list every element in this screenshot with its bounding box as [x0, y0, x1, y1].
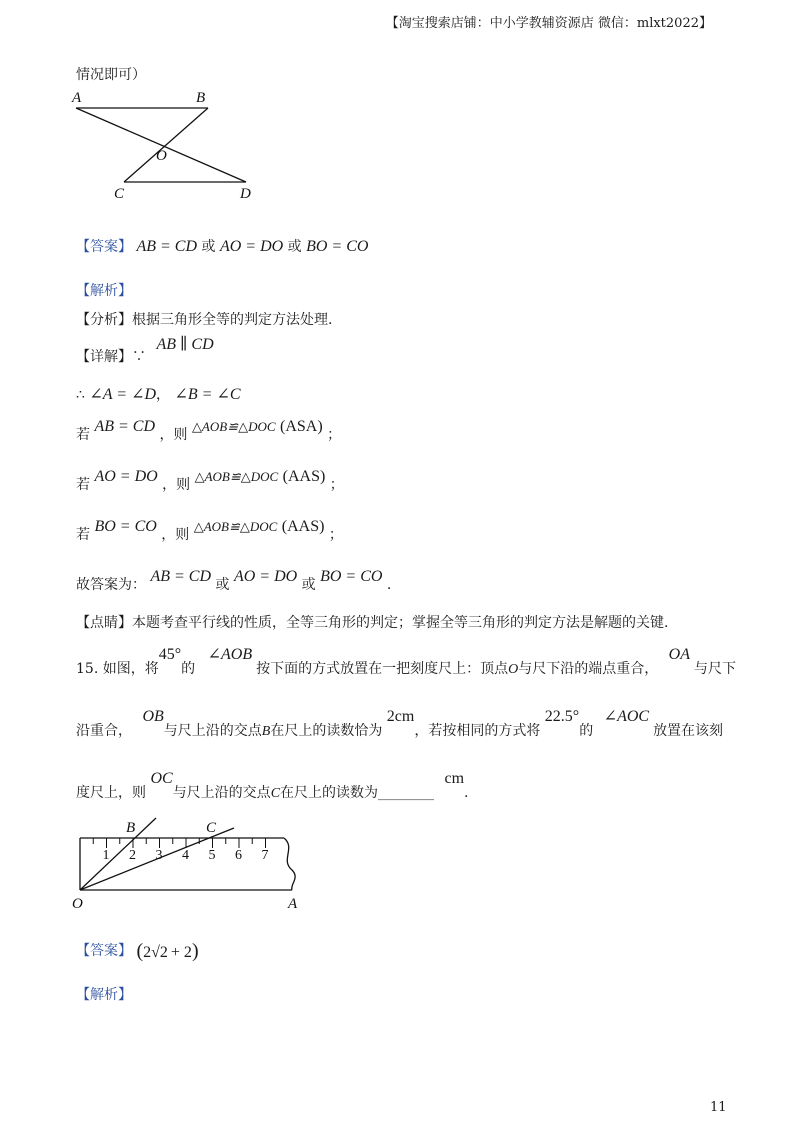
- answer-tag: 【答案】: [76, 239, 132, 255]
- therefore-comma: ，: [156, 387, 171, 403]
- label-b-2: B: [126, 820, 136, 836]
- case-ruo: 若: [76, 427, 90, 443]
- final-or-1: 或: [215, 577, 230, 593]
- final-end: .: [386, 577, 392, 593]
- case-condition: AB = CD: [94, 418, 156, 435]
- ruler-number: 2: [129, 848, 136, 863]
- ruler-number: 5: [208, 848, 216, 863]
- final-part-3: BO = CO: [320, 568, 383, 585]
- label-d: D: [240, 186, 251, 202]
- answer-part-2: AO = DO: [219, 238, 284, 255]
- ruler-number: 3: [155, 848, 163, 863]
- detail-tag: 【详解】: [76, 349, 132, 365]
- intro-text: 情况即可）: [76, 67, 146, 83]
- point-o: O: [508, 662, 519, 677]
- case-conclusion: △AOB≌△DOC: [191, 419, 276, 434]
- analysis-fenxi: [76, 309, 332, 329]
- case-ze: ，则: [159, 427, 188, 443]
- q15-text-2: 与尺下沿的端点重合，: [518, 661, 659, 677]
- case-end: ；: [327, 427, 342, 443]
- q15-de: 的: [181, 661, 196, 677]
- q15-text-7: ，若按相同的方式将: [414, 723, 541, 739]
- case-conclusion: △AOB≌△DOC: [193, 519, 278, 534]
- answer-paren-right: ): [191, 940, 199, 962]
- therefore-symbol: ∴: [76, 387, 85, 403]
- fenxi-text: 根据三角形全等的判定方法处理.: [132, 312, 333, 328]
- final-part-1: AB = CD: [150, 568, 212, 585]
- point-b: B: [261, 724, 271, 739]
- dianjing-line: [76, 612, 668, 632]
- q15-text-5: 与尺上沿的交点: [163, 723, 262, 739]
- case-1: [76, 416, 342, 443]
- label-o-2: O: [72, 896, 83, 912]
- analysis-tag: 【解析】: [76, 283, 132, 299]
- q15-text-10: 与尺上沿的交点: [172, 785, 271, 801]
- angle-aoc: ∠AOC: [603, 708, 650, 725]
- answer-part-3: BO = CO: [306, 238, 369, 255]
- label-a-2: A: [288, 896, 298, 912]
- q15-text-11: 在尺上的读数为: [280, 785, 379, 801]
- q15-text-8: 放置在该刻: [653, 723, 724, 739]
- final-or-2: 或: [301, 577, 316, 593]
- answer-paren-left: (: [136, 940, 144, 962]
- dianjing-tag: 【点睛】: [76, 615, 132, 631]
- final-answer-line: [76, 566, 392, 593]
- ray-ob: OB: [142, 708, 164, 725]
- q15-analysis-tag: 【解析】: [76, 987, 132, 1003]
- q15-line-2: [76, 706, 724, 739]
- because-symbol: ∵: [132, 349, 146, 365]
- point-c: C: [270, 786, 281, 801]
- q15-answer-tag: 【答案】: [76, 943, 132, 959]
- case-rule: (ASA): [280, 418, 323, 435]
- segment-bc: [124, 108, 208, 182]
- therefore-line: [76, 384, 241, 404]
- case-conclusion: △AOB≌△DOC: [194, 469, 279, 484]
- label-c-2: C: [206, 820, 217, 836]
- answer-coef: 2: [143, 944, 152, 961]
- ruler-number: 6: [235, 848, 242, 863]
- figure-parallel-lines: [66, 84, 276, 208]
- page-number: 11: [710, 1100, 727, 1115]
- ray-ob-line: [80, 818, 156, 890]
- q15-answer-line: [76, 940, 199, 963]
- case-3: [76, 516, 343, 543]
- case-ze: ，则: [161, 527, 190, 543]
- q15-line-3: [76, 768, 469, 801]
- case-end: ；: [329, 477, 344, 493]
- detail-line: [76, 334, 214, 365]
- answer-line: [76, 236, 368, 256]
- final-lead: 故答案为：: [76, 577, 146, 593]
- case-condition: BO = CO: [94, 518, 157, 535]
- given-parallel: AB ∥ CD: [156, 336, 214, 353]
- answer-or-1: 或: [201, 239, 216, 255]
- ray-oa: OA: [668, 646, 690, 663]
- fenxi-tag: 【分析】: [76, 312, 132, 328]
- dianjing-text: 本题考查平行线的性质，全等三角形的判定；掌握全等三角形的判定方法是解题的关键.: [132, 615, 669, 631]
- unit-cm: cm: [444, 770, 465, 787]
- case-2: [76, 466, 344, 493]
- case-rule: (AAS): [282, 468, 326, 485]
- ruler-number: 7: [261, 848, 269, 863]
- angle-equal-1: ∠A = ∠D: [89, 386, 157, 403]
- q15-number: 15. 如图，将: [76, 661, 159, 677]
- segment-ad: [76, 108, 246, 182]
- answer-part-1: AB = CD: [136, 238, 198, 255]
- reading-2cm: 2cm: [386, 708, 415, 725]
- answer-sqrt: √2: [151, 944, 168, 961]
- case-end: ；: [328, 527, 343, 543]
- q15-text-4: 沿重合，: [76, 723, 132, 739]
- q15-line-1: [76, 644, 736, 677]
- answer-or-2: 或: [287, 239, 302, 255]
- final-part-2: AO = DO: [233, 568, 298, 585]
- ruler-number: 1: [102, 848, 110, 863]
- label-c: C: [114, 186, 125, 202]
- q15-text-1: 按下面的方式放置在一把刻度尺上：顶点: [256, 661, 509, 677]
- answer-blank: ________: [378, 785, 435, 801]
- q15-text-9: 度尺上，则: [76, 785, 146, 801]
- answer-plus: + 2: [170, 944, 192, 961]
- ruler-torn-edge: [284, 838, 295, 890]
- ray-oc: OC: [150, 770, 173, 787]
- case-condition: AO = DO: [94, 468, 158, 485]
- degree-22-5: 22.5°: [544, 708, 580, 725]
- q15-de-2: 的: [579, 723, 594, 739]
- q15-text-3: 与尺下: [694, 661, 736, 677]
- label-b: B: [196, 90, 206, 106]
- case-rule: (AAS): [281, 518, 325, 535]
- case-ze: ，则: [162, 477, 191, 493]
- angle-aob: ∠AOB: [207, 646, 253, 663]
- label-a: A: [72, 90, 82, 106]
- label-o: O: [156, 148, 167, 164]
- ruler-number: 4: [182, 848, 189, 863]
- angle-equal-2: ∠B = ∠C: [174, 386, 241, 403]
- figure-ruler: [66, 812, 316, 916]
- degree-45: 45°: [158, 646, 182, 663]
- q15-end: .: [464, 785, 469, 801]
- q15-text-6: 在尺上的读数恰为: [270, 723, 383, 739]
- header-watermark: 【淘宝搜索店铺：中小学教辅资源店 微信：mlxt2022】: [385, 16, 712, 31]
- case-ruo: 若: [76, 477, 90, 493]
- case-ruo: 若: [76, 527, 90, 543]
